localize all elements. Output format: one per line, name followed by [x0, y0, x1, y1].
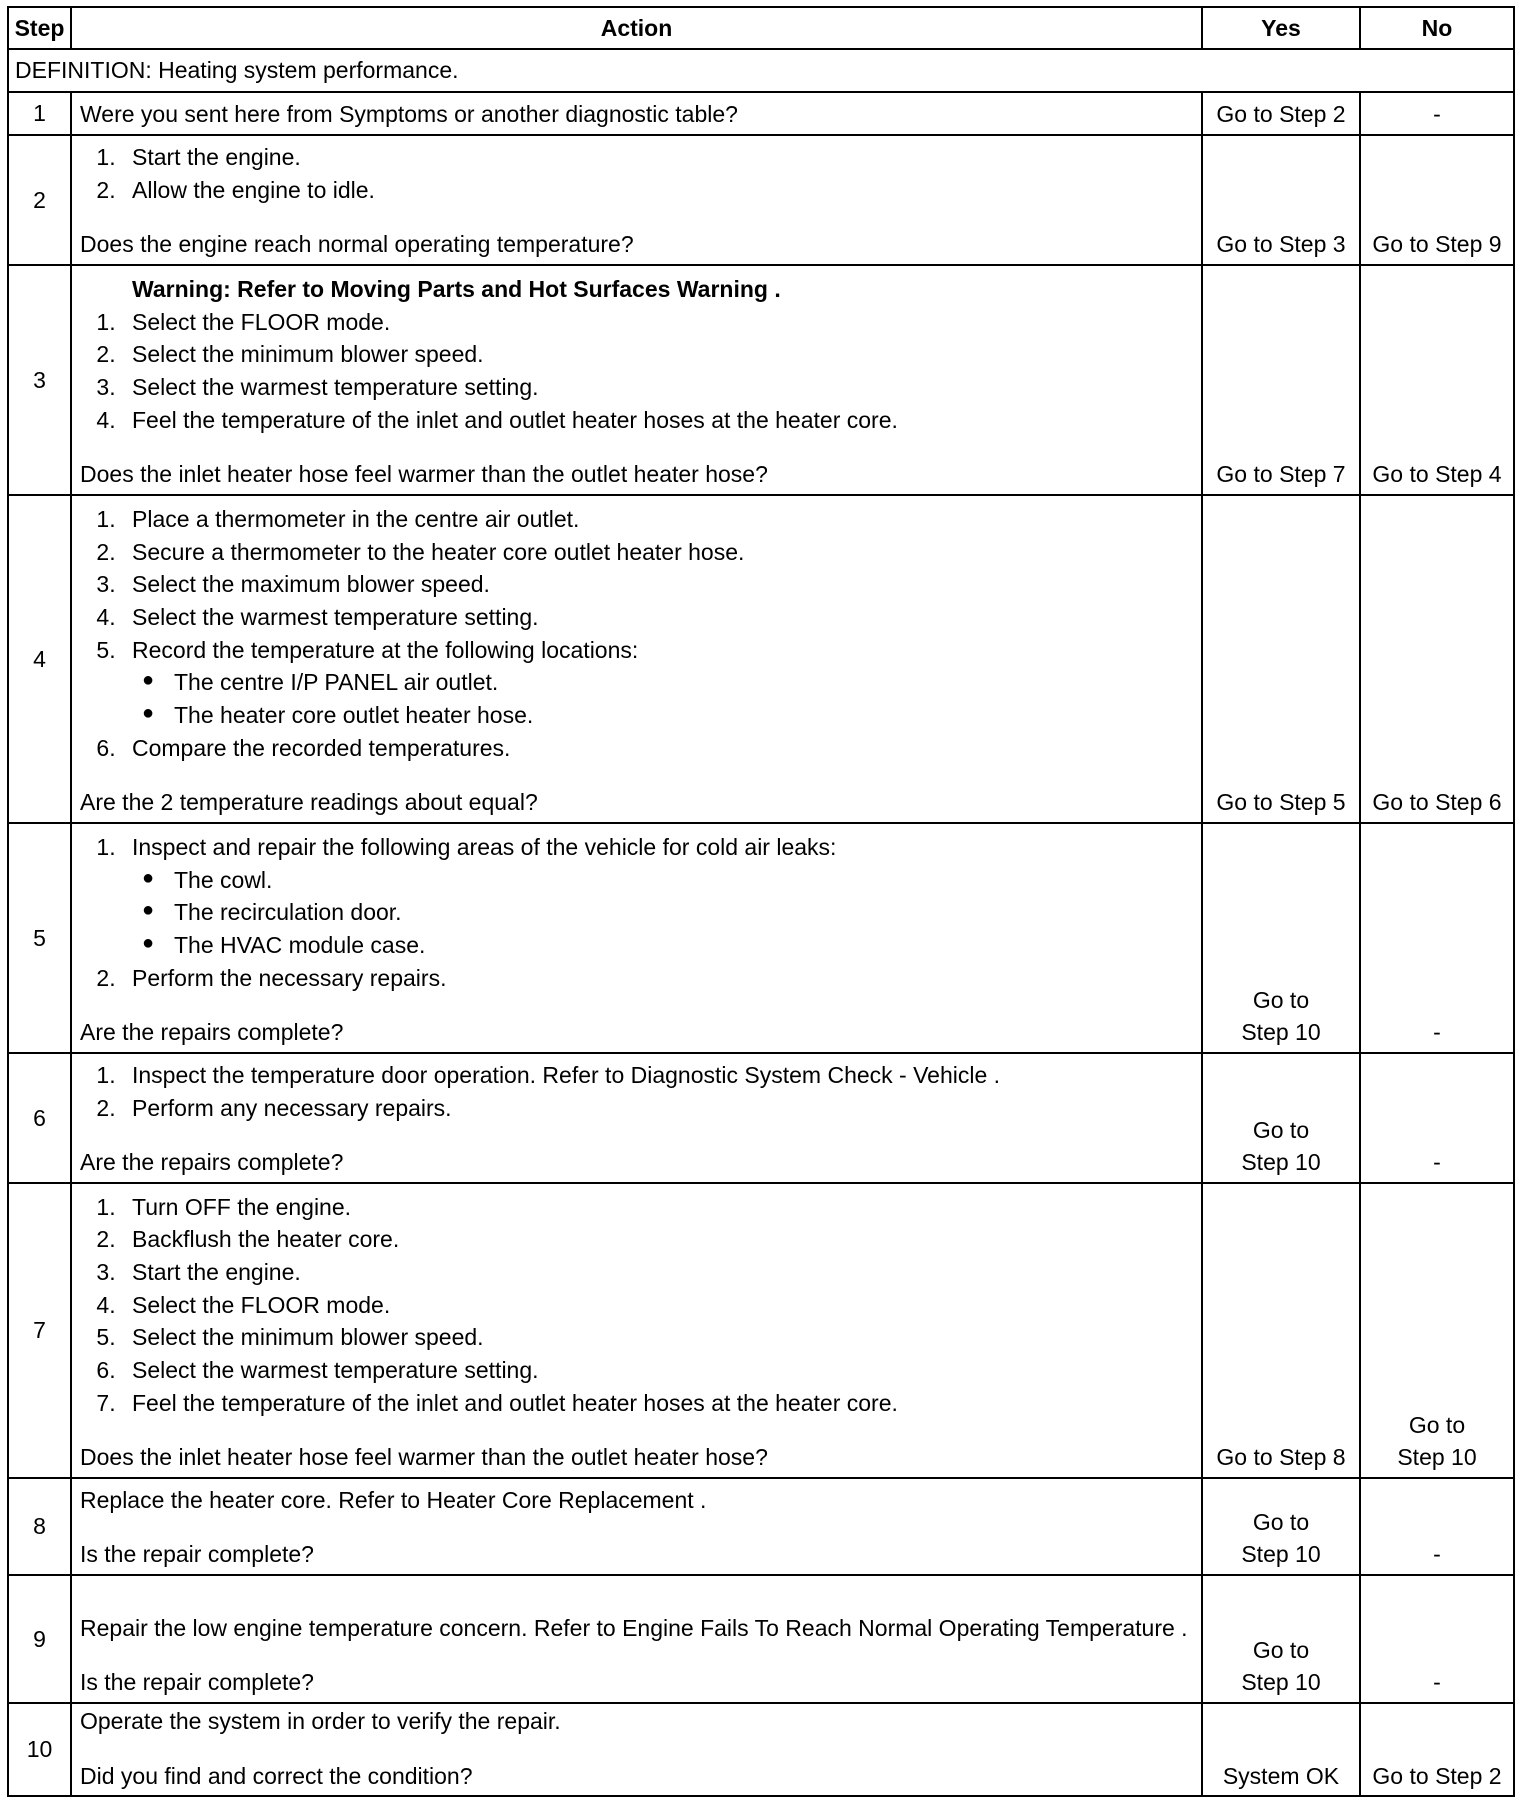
- action-text: Replace the heater core. Refer to Heater Core Replacement .: [80, 1486, 707, 1513]
- question-text: Does the inlet heater hose feel warmer than the outlet heater hose?: [80, 1444, 768, 1471]
- bullet-item: ● The cowl.: [174, 864, 1193, 897]
- header-action: Action: [71, 7, 1202, 49]
- yes-cell: Go to Step 3: [1202, 135, 1360, 265]
- warning-text: Warning: Refer to Moving Parts and Hot Surfaces Warning .: [132, 276, 781, 303]
- no-cell: -: [1360, 1053, 1514, 1183]
- instruction-list: [80, 1191, 1193, 1420]
- table-row: [8, 1478, 1514, 1575]
- list-item: [122, 831, 1193, 962]
- list-item: 1. Select the FLOOR mode.: [122, 306, 1193, 339]
- table-row: [8, 1183, 1514, 1478]
- step-number: 4: [8, 495, 71, 823]
- action-cell: [71, 495, 1202, 823]
- list-item: 6. Select the warmest temperature setting.: [122, 1354, 1193, 1387]
- yes-cell: Go to Step 5: [1202, 495, 1360, 823]
- instruction-list: [80, 831, 1193, 994]
- no-cell: Go to Step 4: [1360, 265, 1514, 495]
- list-item: 4. Feel the temperature of the inlet and outlet heater hoses at the heater core.: [122, 404, 1193, 437]
- definition-text: DEFINITION: Heating system performance.: [8, 49, 1514, 92]
- list-item: 2. Perform the necessary repairs.: [122, 962, 1193, 995]
- table-row: [8, 92, 1514, 135]
- step-number: 2: [8, 135, 71, 265]
- no-cell: Go to Step 9: [1360, 135, 1514, 265]
- list-item-text: Record the temperature at the following locations:: [132, 636, 639, 663]
- list-item: 2. Backflush the heater core.: [122, 1223, 1193, 1256]
- action-cell: [71, 92, 1202, 135]
- action-cell: [71, 1703, 1202, 1796]
- step-number: 8: [8, 1478, 71, 1575]
- instruction-list: [80, 141, 1193, 206]
- question-text: Are the 2 temperature readings about equal?: [80, 789, 538, 816]
- step-number: 9: [8, 1575, 71, 1703]
- yes-line: Go to: [1252, 1636, 1310, 1663]
- step-number: 6: [8, 1053, 71, 1183]
- action-cell: [71, 1183, 1202, 1478]
- yes-line: Step 10: [1241, 1541, 1321, 1568]
- list-item-text: Inspect and repair the following areas of the vehicle for cold air leaks:: [132, 834, 837, 861]
- question-text: Are the repairs complete?: [80, 1149, 344, 1176]
- action-cell: [71, 265, 1202, 495]
- bullet-item: ● The recirculation door.: [174, 896, 1193, 929]
- list-item: [122, 634, 1193, 732]
- bullet-item: ● The centre I/P PANEL air outlet.: [174, 666, 1193, 699]
- definition-row: [8, 49, 1514, 92]
- table-row: [8, 1703, 1514, 1796]
- no-cell: Go to Step 2: [1360, 1703, 1514, 1796]
- step-number: 1: [8, 92, 71, 135]
- list-item: 1. Place a thermometer in the centre air outlet.: [122, 503, 1193, 536]
- question-text: Were you sent here from Symptoms or another diagnostic table?: [80, 101, 738, 128]
- table-row: [8, 823, 1514, 1053]
- step-number: 7: [8, 1183, 71, 1478]
- question-text: Does the engine reach normal operating temperature?: [80, 231, 634, 258]
- header-row: [8, 7, 1514, 49]
- no-cell: Go to Step 6: [1360, 495, 1514, 823]
- header-no: No: [1360, 7, 1514, 49]
- yes-cell: [1202, 1575, 1360, 1703]
- bullet-list: [132, 864, 1193, 962]
- question-text: Is the repair complete?: [80, 1541, 314, 1568]
- table-row: [8, 135, 1514, 265]
- yes-line: Step 10: [1241, 1019, 1321, 1046]
- table-row: [8, 265, 1514, 495]
- action-cell: [71, 823, 1202, 1053]
- no-cell: -: [1360, 823, 1514, 1053]
- list-item: 1. Start the engine.: [122, 141, 1193, 174]
- list-item: 4. Select the warmest temperature setting.: [122, 601, 1193, 634]
- question-text: Did you find and correct the condition?: [80, 1762, 473, 1789]
- list-item: 3. Select the maximum blower speed.: [122, 568, 1193, 601]
- action-cell: [71, 1053, 1202, 1183]
- no-line: Go to: [1408, 1411, 1466, 1438]
- no-cell: [1360, 1183, 1514, 1478]
- list-item: 2. Perform any necessary repairs.: [122, 1092, 1193, 1125]
- yes-line: Go to: [1252, 1508, 1310, 1535]
- bullet-item: ● The heater core outlet heater hose.: [174, 699, 1193, 732]
- list-item: 5. Select the minimum blower speed.: [122, 1321, 1193, 1354]
- yes-cell: Go to Step 2: [1202, 92, 1360, 135]
- list-item: 6. Compare the recorded temperatures.: [122, 732, 1193, 765]
- list-item: 2. Select the minimum blower speed.: [122, 338, 1193, 371]
- step-number: 3: [8, 265, 71, 495]
- action-cell: [71, 1575, 1202, 1703]
- table-row: [8, 1575, 1514, 1703]
- bullet-item: ● The HVAC module case.: [174, 929, 1193, 962]
- instruction-list: [80, 503, 1193, 764]
- action-text: Repair the low engine temperature concern. Refer to Engine Fails To Reach Normal Operating Temperature .: [80, 1614, 1188, 1641]
- no-cell: -: [1360, 1478, 1514, 1575]
- list-item: 3. Select the warmest temperature setting.: [122, 371, 1193, 404]
- yes-cell: System OK: [1202, 1703, 1360, 1796]
- action-text: Operate the system in order to verify the repair.: [80, 1708, 561, 1734]
- yes-line: Step 10: [1241, 1149, 1321, 1176]
- yes-cell: Go to Step 8: [1202, 1183, 1360, 1478]
- list-item: 3. Start the engine.: [122, 1256, 1193, 1289]
- instruction-list: [80, 306, 1193, 437]
- list-item: 2. Allow the engine to idle.: [122, 174, 1193, 207]
- yes-line: Step 10: [1241, 1669, 1321, 1696]
- no-line: Step 10: [1397, 1444, 1477, 1471]
- action-cell: [71, 1478, 1202, 1575]
- list-item: 1. Turn OFF the engine.: [122, 1191, 1193, 1224]
- list-item: 1. Inspect the temperature door operation. Refer to Diagnostic System Check - Vehicle .: [122, 1059, 1193, 1092]
- yes-cell: [1202, 823, 1360, 1053]
- action-cell: [71, 135, 1202, 265]
- question-text: Is the repair complete?: [80, 1669, 314, 1696]
- yes-line: Go to: [1252, 986, 1310, 1013]
- yes-line: Go to: [1252, 1116, 1310, 1143]
- no-cell: -: [1360, 92, 1514, 135]
- question-text: Are the repairs complete?: [80, 1019, 344, 1046]
- bullet-list: [132, 666, 1193, 731]
- yes-cell: [1202, 1478, 1360, 1575]
- step-number: 10: [8, 1703, 71, 1796]
- yes-cell: [1202, 1053, 1360, 1183]
- yes-cell: Go to Step 7: [1202, 265, 1360, 495]
- list-item: 4. Select the FLOOR mode.: [122, 1289, 1193, 1322]
- instruction-list: [80, 1059, 1193, 1124]
- header-step: Step: [8, 7, 71, 49]
- no-cell: -: [1360, 1575, 1514, 1703]
- diagnostic-table: [7, 6, 1515, 1797]
- list-item: 2. Secure a thermometer to the heater core outlet heater hose.: [122, 536, 1193, 569]
- header-yes: Yes: [1202, 7, 1360, 49]
- question-text: Does the inlet heater hose feel warmer than the outlet heater hose?: [80, 461, 768, 488]
- list-item: 7. Feel the temperature of the inlet and outlet heater hoses at the heater core.: [122, 1387, 1193, 1420]
- table-row: [8, 1053, 1514, 1183]
- step-number: 5: [8, 823, 71, 1053]
- table-row: [8, 495, 1514, 823]
